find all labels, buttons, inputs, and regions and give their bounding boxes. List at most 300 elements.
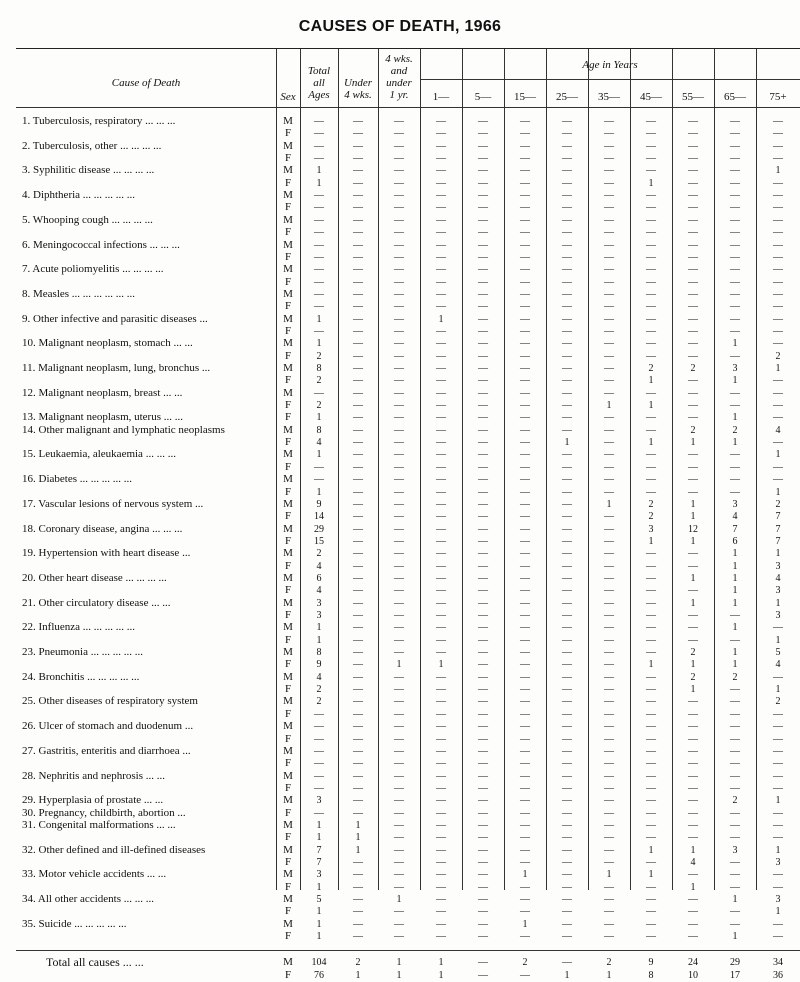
table-cell: — <box>562 128 572 140</box>
table-cell: — <box>688 412 698 424</box>
table-cell: — <box>646 474 656 486</box>
table-cell: — <box>353 733 363 745</box>
table-cell: — <box>394 535 404 547</box>
table-cell: — <box>478 474 488 486</box>
sex-cell: M <box>283 287 293 300</box>
table-cell: — <box>478 498 488 510</box>
table-cell: — <box>773 338 783 350</box>
table-cell: — <box>646 301 656 313</box>
table-cell: — <box>688 313 698 325</box>
table-cell: — <box>773 869 783 881</box>
table-cell: — <box>562 363 572 374</box>
total-cell: 2 <box>355 957 361 969</box>
table-cell: — <box>688 288 698 300</box>
table-cell: — <box>436 214 446 226</box>
table-cell: — <box>353 918 363 930</box>
table-cell: — <box>314 153 324 165</box>
table-cell: 3 <box>775 610 781 621</box>
table-cell: — <box>730 869 740 881</box>
sex-cell: F <box>284 349 292 362</box>
table-cell: — <box>646 807 656 819</box>
table-cell: — <box>394 881 404 893</box>
table-cell: — <box>646 313 656 325</box>
cause-label: 20. Other heart disease ... ... ... ... <box>22 571 167 584</box>
table-cell: — <box>436 782 446 794</box>
sex-cell: F <box>284 485 292 498</box>
table-cell: — <box>353 535 363 547</box>
table-cell: 2 <box>690 424 696 436</box>
table-cell: — <box>436 449 446 461</box>
table-cell: 1 <box>732 931 738 943</box>
sex-cell: F <box>284 880 292 893</box>
table-cell: — <box>353 128 363 140</box>
table-cell: — <box>520 424 530 436</box>
total-cell: 1 <box>438 969 444 981</box>
table-cell: — <box>730 708 740 720</box>
table-cell: 2 <box>648 363 654 374</box>
table-cell: — <box>353 498 363 510</box>
table-cell: — <box>478 140 488 152</box>
table-cell: — <box>730 301 740 313</box>
table-cell: — <box>436 708 446 720</box>
table-cell: 1 <box>732 338 738 350</box>
table-cell: — <box>353 153 363 165</box>
table-cell: 2 <box>316 548 322 560</box>
table-cell: — <box>688 622 698 634</box>
table-cell: — <box>646 153 656 165</box>
table-cell: — <box>436 671 446 683</box>
table-cell: — <box>562 819 572 831</box>
table-cell: 1 <box>690 535 696 547</box>
table-cell: — <box>562 375 572 387</box>
table-cell: — <box>646 610 656 621</box>
table-cell: — <box>688 758 698 770</box>
table-cell: 1 <box>355 844 361 856</box>
table-cell: — <box>353 288 363 300</box>
table-cell: — <box>520 572 530 584</box>
table-cell: — <box>436 906 446 918</box>
table-cell: — <box>520 177 530 189</box>
table-cell: — <box>394 622 404 634</box>
table-cell: — <box>394 548 404 560</box>
cause-label: 21. Other circulatory disease ... ... <box>22 596 171 609</box>
table-cell: — <box>688 153 698 165</box>
table-cell: — <box>520 227 530 239</box>
table-cell: — <box>314 387 324 399</box>
cause-label: 5. Whooping cough ... ... ... ... <box>22 213 153 226</box>
age-band-header: 45— <box>640 91 662 103</box>
table-cell: — <box>394 153 404 165</box>
table-cell: — <box>314 461 324 473</box>
table-cell: — <box>478 511 488 523</box>
table-cell: — <box>314 128 324 140</box>
table-cell: — <box>688 819 698 831</box>
table-cell: — <box>353 622 363 634</box>
table-cell: — <box>436 498 446 510</box>
table-cell: — <box>478 597 488 609</box>
cause-label: 13. Malignant neoplasm, uterus ... ... <box>22 411 184 424</box>
table-cell: 1 <box>355 819 361 831</box>
table-cell: 2 <box>732 424 738 436</box>
table-cell: — <box>436 301 446 313</box>
table-cell: — <box>730 634 740 646</box>
table-cell: — <box>562 449 572 461</box>
table-cell: 1 <box>396 894 402 906</box>
table-cell: — <box>604 350 614 362</box>
table-cell: — <box>688 449 698 461</box>
table-cell: — <box>562 511 572 523</box>
table-cell: — <box>436 387 446 399</box>
table-cell: — <box>478 239 488 251</box>
table-cell: — <box>604 733 614 745</box>
table-cell: — <box>773 437 783 449</box>
table-cell: 1 <box>775 486 781 498</box>
table-cell: 2 <box>732 671 738 683</box>
table-cell: — <box>353 671 363 683</box>
table-cell: — <box>646 449 656 461</box>
table-cell: 1 <box>396 659 402 671</box>
table-cell: — <box>730 325 740 337</box>
total-cell: 1 <box>355 969 361 981</box>
table-cell: — <box>314 264 324 276</box>
table-cell: — <box>562 647 572 659</box>
table-cell: 2 <box>316 350 322 362</box>
table-cell: — <box>688 387 698 399</box>
table-cell: — <box>604 795 614 807</box>
table-cell: — <box>314 325 324 337</box>
table-cell: — <box>436 400 446 412</box>
table-cell: — <box>520 832 530 844</box>
sex-cell: M <box>283 621 293 634</box>
table-cell: — <box>353 572 363 584</box>
table-cell: — <box>773 153 783 165</box>
table-cell: — <box>520 733 530 745</box>
table-cell: — <box>478 918 488 930</box>
table-cell: — <box>353 437 363 449</box>
table-cell: — <box>353 202 363 214</box>
table-cell: — <box>478 857 488 868</box>
table-cell: — <box>562 461 572 473</box>
table-cell: — <box>646 190 656 202</box>
cause-label: 14. Other malignant and lymphatic neoplasms <box>22 423 225 436</box>
cause-label: 12. Malignant neoplasm, breast ... ... <box>22 386 183 399</box>
age-band-header: 75+ <box>769 91 787 103</box>
table-cell: — <box>314 758 324 770</box>
table-cell: — <box>520 276 530 288</box>
table-cell: — <box>773 202 783 214</box>
table-cell: — <box>562 610 572 621</box>
table-cell: — <box>562 387 572 399</box>
table-cell: — <box>436 461 446 473</box>
table-cell: — <box>353 449 363 461</box>
table-cell: 1 <box>564 437 570 449</box>
table-cell: — <box>562 572 572 584</box>
table-cell: — <box>773 239 783 251</box>
table-cell: 1 <box>648 535 654 547</box>
table-cell: — <box>688 301 698 313</box>
table-cell: — <box>520 264 530 276</box>
wk4-to-1yr-header: under <box>386 77 412 89</box>
table-cell: — <box>688 202 698 214</box>
table-cell: — <box>478 832 488 844</box>
table-cell: — <box>353 251 363 263</box>
table-cell: 2 <box>316 375 322 387</box>
table-cell: — <box>520 153 530 165</box>
table-cell: 7 <box>775 523 781 535</box>
table-cell: — <box>562 585 572 597</box>
cause-label: 35. Suicide ... ... ... ... ... <box>22 917 127 930</box>
table-cell: — <box>520 857 530 868</box>
table-cell: — <box>478 622 488 634</box>
table-cell: — <box>353 276 363 288</box>
table-cell: 1 <box>732 572 738 584</box>
table-cell: — <box>646 795 656 807</box>
table-cell: — <box>478 412 488 424</box>
sex-cell: M <box>283 362 293 374</box>
table-cell: 1 <box>316 622 322 634</box>
sex-cell: M <box>283 263 293 276</box>
table-cell: — <box>730 733 740 745</box>
sex-cell: F <box>284 510 292 523</box>
table-cell: 1 <box>606 498 612 510</box>
table-cell: — <box>688 338 698 350</box>
table-cell: — <box>604 116 614 127</box>
table-cell: — <box>394 190 404 202</box>
table-cell: — <box>604 227 614 239</box>
table-cell: — <box>604 437 614 449</box>
table-cell: — <box>436 918 446 930</box>
table-cell: — <box>646 116 656 127</box>
table-cell: — <box>478 931 488 943</box>
table-cell: — <box>394 585 404 597</box>
table-cell: — <box>478 338 488 350</box>
table-cell: 1 <box>732 375 738 387</box>
table-cell: — <box>646 165 656 177</box>
table-cell: — <box>730 758 740 770</box>
table-cell: — <box>562 622 572 634</box>
table-cell: — <box>562 684 572 696</box>
table-cell: — <box>520 412 530 424</box>
table-cell: — <box>520 437 530 449</box>
table-cell: — <box>604 572 614 584</box>
table-cell: — <box>478 560 488 572</box>
table-cell: — <box>520 881 530 893</box>
table-cell: — <box>394 819 404 831</box>
table-cell: — <box>562 350 572 362</box>
table-cell: — <box>604 634 614 646</box>
table-cell: — <box>394 931 404 943</box>
table-cell: — <box>394 128 404 140</box>
table-cell: — <box>478 128 488 140</box>
table-cell: — <box>730 177 740 189</box>
under-4wks-header: Under <box>343 77 373 89</box>
table-cell: — <box>562 733 572 745</box>
table-cell: 1 <box>775 548 781 560</box>
table-cell: — <box>314 214 324 226</box>
table-cell: 1 <box>775 597 781 609</box>
cause-label: 3. Syphilitic disease ... ... ... ... <box>22 164 155 177</box>
table-cell: — <box>730 288 740 300</box>
sex-cell: M <box>283 893 293 906</box>
total-cell: 1 <box>606 969 612 981</box>
table-cell: — <box>562 782 572 794</box>
table-cell: — <box>562 708 572 720</box>
table-cell: — <box>646 461 656 473</box>
table-cell: 8 <box>316 363 322 374</box>
table-cell: — <box>730 350 740 362</box>
sex-cell: M <box>283 794 293 807</box>
table-cell: 4 <box>316 671 322 683</box>
table-cell: — <box>436 288 446 300</box>
table-cell: — <box>604 190 614 202</box>
table-cell: — <box>646 931 656 943</box>
table-cell: — <box>688 461 698 473</box>
table-cell: 1 <box>648 659 654 671</box>
table-cell: 5 <box>316 894 322 906</box>
table-cell: — <box>688 585 698 597</box>
table-cell: — <box>436 375 446 387</box>
table-cell: — <box>478 894 488 906</box>
table-cell: — <box>520 721 530 733</box>
sex-cell: M <box>283 720 293 733</box>
table-cell: 2 <box>775 350 781 362</box>
table-cell: — <box>604 523 614 535</box>
table-cell: — <box>688 140 698 152</box>
sex-cell: M <box>283 423 293 436</box>
table-cell: — <box>436 572 446 584</box>
table-cell: — <box>773 264 783 276</box>
table-cell: — <box>394 177 404 189</box>
table-cell: — <box>478 721 488 733</box>
table-cell: — <box>688 782 698 794</box>
table-cell: — <box>436 819 446 831</box>
table-cell: — <box>353 486 363 498</box>
table-cell: — <box>478 301 488 313</box>
table-cell: — <box>394 412 404 424</box>
cause-label: 24. Bronchitis ... ... ... ... ... <box>22 670 140 683</box>
table-cell: — <box>520 535 530 547</box>
table-cell: 1 <box>648 869 654 881</box>
table-cell: — <box>436 140 446 152</box>
table-cell: — <box>562 560 572 572</box>
table-cell: — <box>562 634 572 646</box>
table-cell: — <box>688 128 698 140</box>
table-cell: — <box>773 819 783 831</box>
cause-label: 22. Influenza ... ... ... ... ... <box>22 621 136 634</box>
total-cell: — <box>478 969 488 981</box>
table-cell: — <box>436 832 446 844</box>
table-cell: — <box>478 548 488 560</box>
table-cell: — <box>562 214 572 226</box>
table-cell: — <box>773 387 783 399</box>
table-cell: — <box>436 523 446 535</box>
table-cell: — <box>353 931 363 943</box>
table-cell: — <box>604 214 614 226</box>
table-cell: — <box>562 832 572 844</box>
sex-cell: M <box>283 843 293 856</box>
total-cell: — <box>520 969 530 981</box>
table-cell: — <box>394 721 404 733</box>
table-cell: — <box>730 227 740 239</box>
table-cell: — <box>646 684 656 696</box>
table-cell: — <box>646 214 656 226</box>
table-cell: — <box>436 585 446 597</box>
cause-label: 11. Malignant neoplasm, lung, bronchus ... <box>22 362 211 374</box>
table-cell: — <box>353 523 363 535</box>
table-cell: — <box>688 190 698 202</box>
table-cell: — <box>353 412 363 424</box>
table-cell: — <box>520 202 530 214</box>
table-cell: — <box>562 313 572 325</box>
table-cell: — <box>394 795 404 807</box>
table-cell: — <box>314 288 324 300</box>
table-cell: 2 <box>316 684 322 696</box>
table-cell: — <box>646 572 656 584</box>
table-cell: — <box>562 165 572 177</box>
table-cell: 1 <box>522 869 528 881</box>
table-cell: 1 <box>316 313 322 325</box>
header-divider <box>16 107 800 108</box>
table-cell: — <box>436 560 446 572</box>
table-cell: — <box>562 177 572 189</box>
table-cell: 1 <box>732 647 738 659</box>
table-cell: — <box>730 906 740 918</box>
table-cell: — <box>478 585 488 597</box>
table-cell: 1 <box>690 572 696 584</box>
table-cell: — <box>478 288 488 300</box>
table-cell: — <box>478 276 488 288</box>
table-cell: — <box>394 288 404 300</box>
table-cell: — <box>314 276 324 288</box>
table-cell: — <box>353 634 363 646</box>
table-cell: — <box>646 251 656 263</box>
table-cell: 1 <box>732 560 738 572</box>
total-cell: 24 <box>688 957 698 969</box>
table-cell: — <box>353 610 363 621</box>
table-cell: — <box>394 696 404 708</box>
table-cell: 15 <box>314 535 324 547</box>
table-cell: — <box>394 437 404 449</box>
sex-cell: F <box>284 968 292 981</box>
table-cell: — <box>436 190 446 202</box>
total-cell: 36 <box>773 969 783 981</box>
sex-cell: M <box>283 337 293 350</box>
table-cell: — <box>688 227 698 239</box>
cause-label: 30. Pregnancy, childbirth, abortion ... <box>22 806 186 819</box>
table-cell: 1 <box>316 918 322 930</box>
table-cell: — <box>353 140 363 152</box>
table-cell: — <box>478 535 488 547</box>
table-cell: — <box>773 251 783 263</box>
table-cell: — <box>353 227 363 239</box>
table-cell: — <box>436 758 446 770</box>
total-cell: 8 <box>648 969 654 981</box>
table-cell: — <box>314 745 324 757</box>
table-cell: — <box>478 227 488 239</box>
sex-cell: F <box>284 856 292 868</box>
table-cell: 2 <box>775 696 781 708</box>
sex-cell: F <box>284 201 292 214</box>
table-cell: 1 <box>775 165 781 177</box>
sex-cell: F <box>284 707 292 720</box>
table-cell: — <box>478 881 488 893</box>
total-cell: — <box>562 957 572 969</box>
age-band-header: 15— <box>514 91 536 103</box>
table-cell: — <box>773 276 783 288</box>
total-cell: 34 <box>773 957 783 969</box>
sex-cell: F <box>284 226 292 239</box>
cause-label: 34. All other accidents ... ... ... <box>22 893 154 906</box>
